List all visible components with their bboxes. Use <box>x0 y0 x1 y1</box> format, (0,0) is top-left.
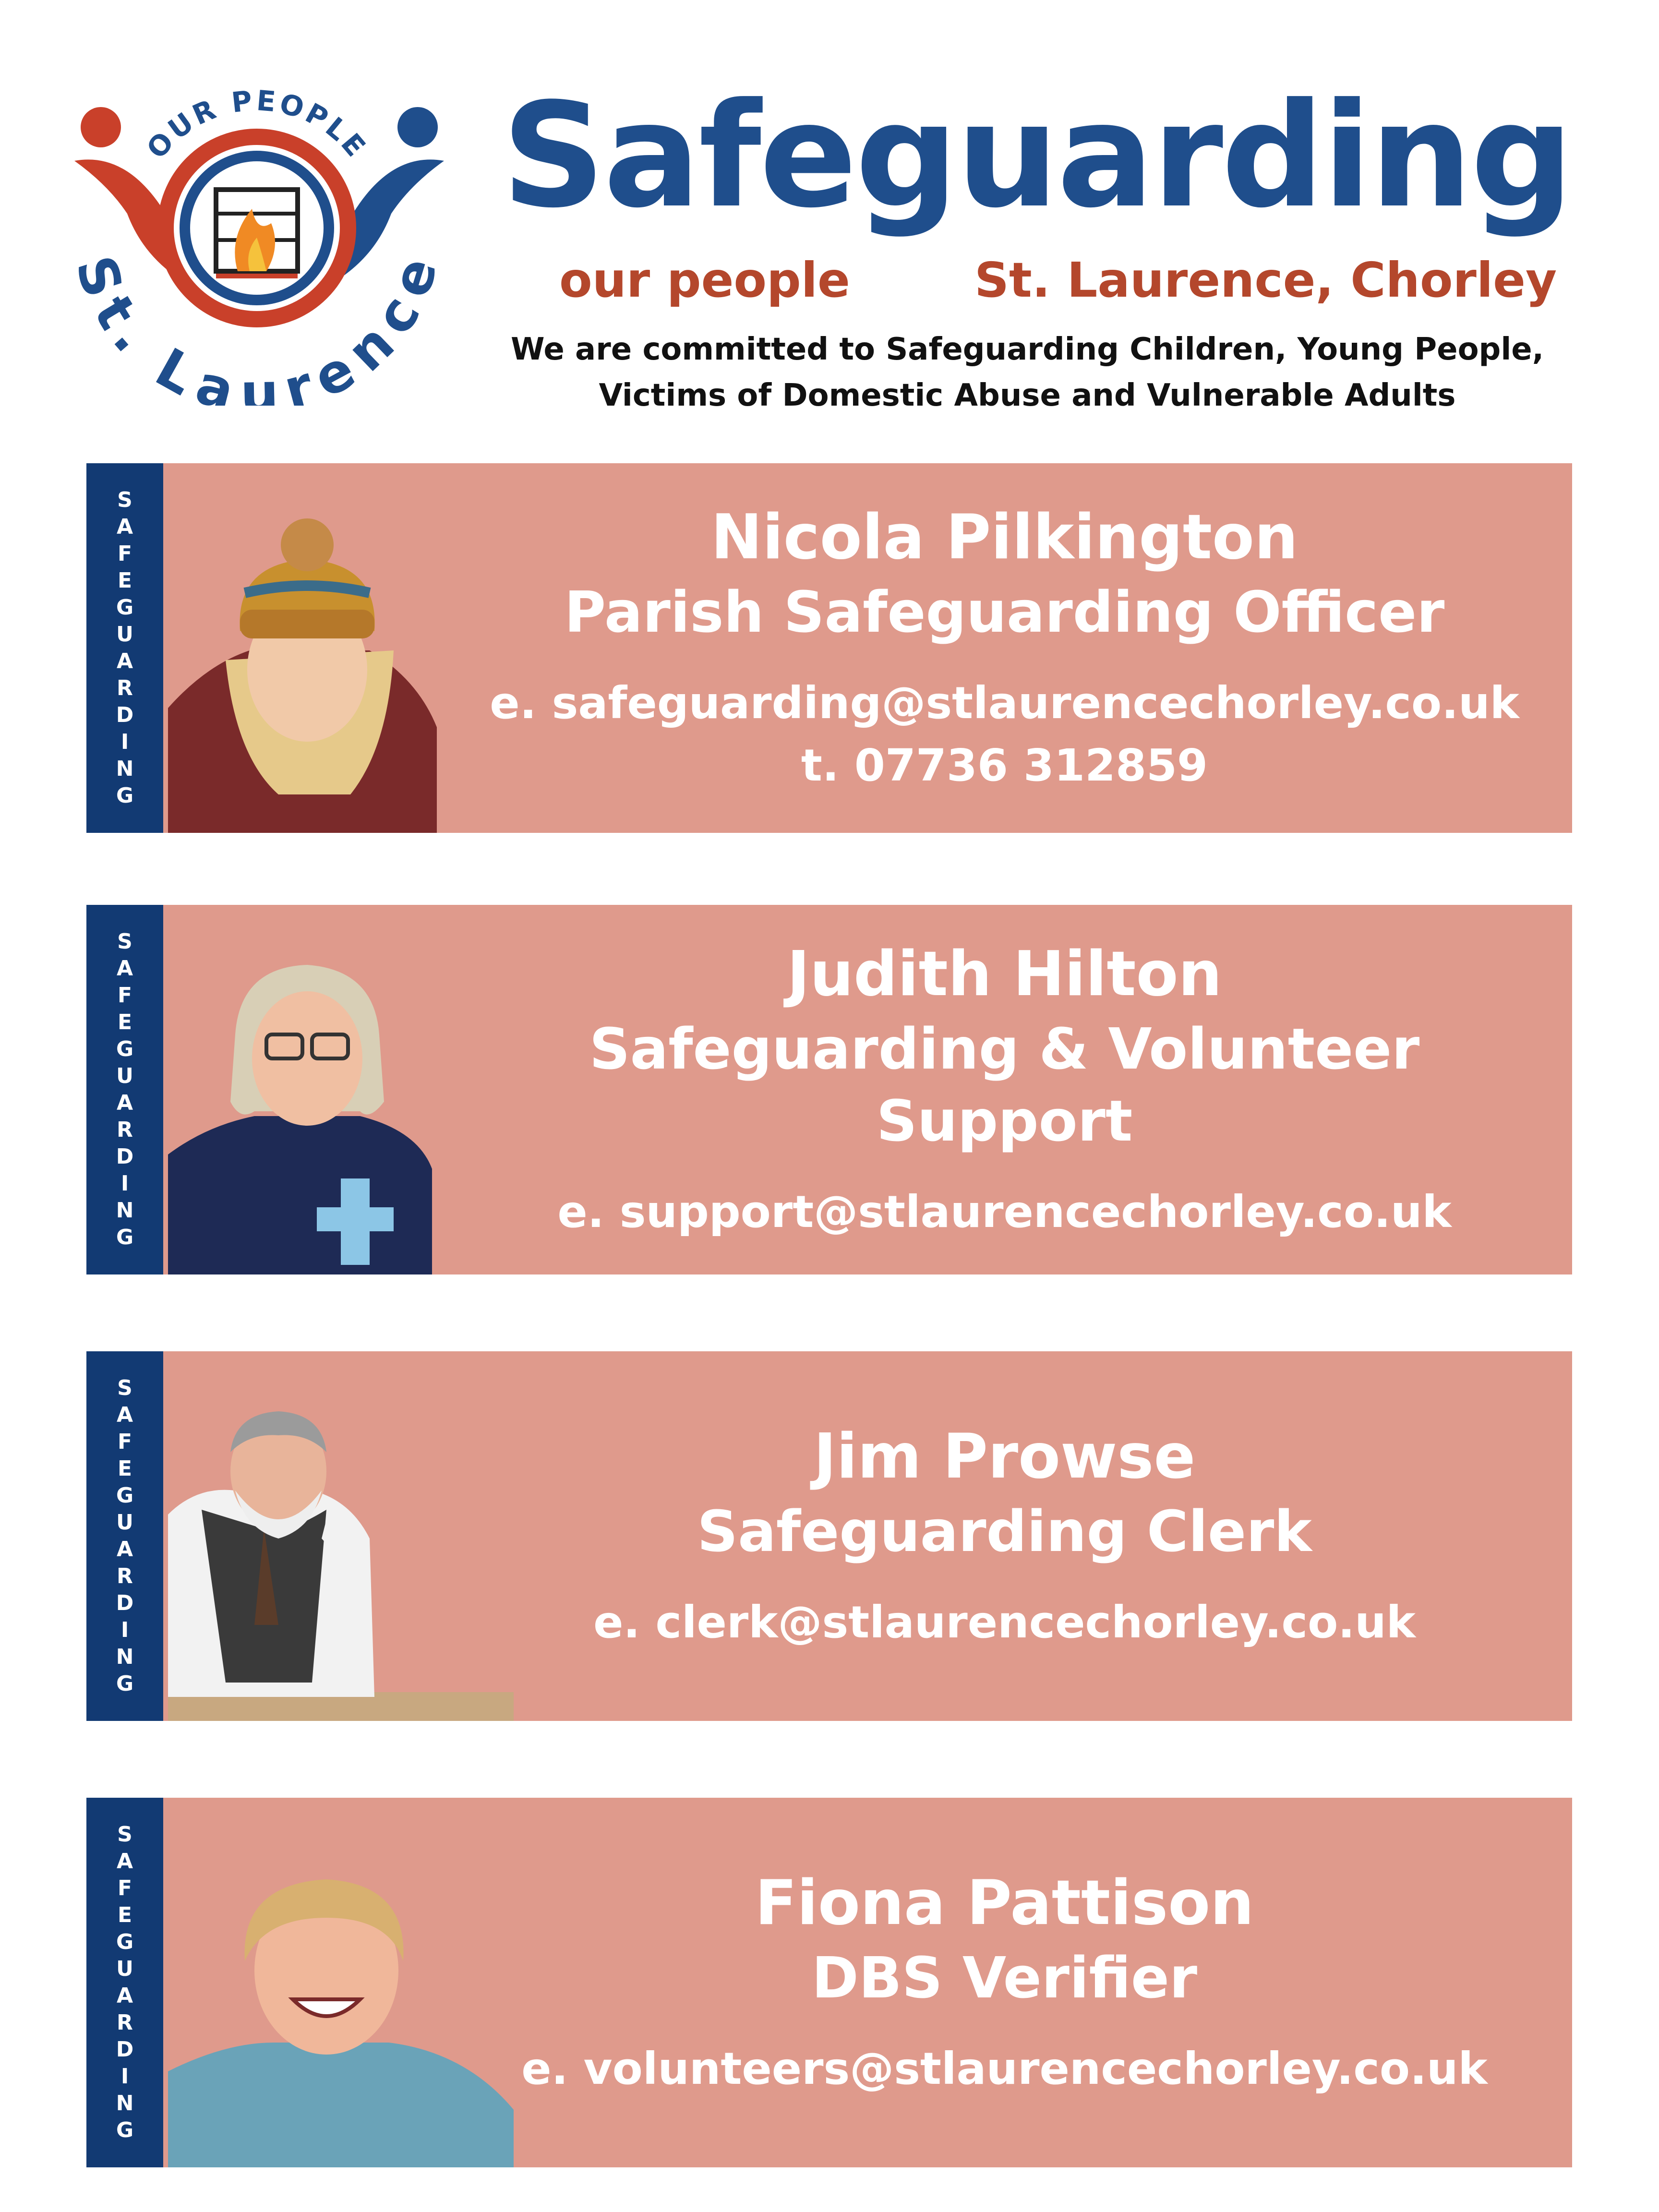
strip-letter: I <box>120 2064 129 2089</box>
subtitle-parish: St. Laurence, Chorley <box>974 252 1557 308</box>
strip-letter: D <box>116 1591 134 1615</box>
contact-email[interactable]: e. safeguarding@stlaurencechorley.co.uk <box>490 677 1519 729</box>
svg-text:St. Laurence: St. Laurence <box>63 249 451 406</box>
strip-letter: U <box>116 1957 133 1981</box>
strip-letter: U <box>116 1064 133 1088</box>
strip-letter: G <box>116 1930 134 1954</box>
contact-role: DBS Verifier <box>811 1945 1198 2011</box>
strip-letter: R <box>117 1564 133 1588</box>
strip-letter: N <box>116 757 134 781</box>
strip-letter: A <box>116 1091 133 1115</box>
contact-card-judith <box>91 905 1572 1274</box>
strip-letter: F <box>117 1430 132 1454</box>
strip-letter: S <box>117 488 132 512</box>
strip-letter: G <box>116 595 134 620</box>
svg-text:OUR PEOPLE: OUR PEOPLE <box>140 84 374 165</box>
strip-letter: G <box>116 1037 134 1061</box>
contact-info <box>456 1351 1553 1721</box>
parish-logo <box>55 70 463 406</box>
strip-letter: N <box>116 1198 134 1223</box>
contact-info <box>456 463 1553 833</box>
strip-letter: F <box>117 541 132 566</box>
strip-letter: S <box>117 1376 132 1400</box>
strip-letter: E <box>117 1903 132 1927</box>
strip-letter: S <box>117 1822 132 1847</box>
contact-name: Jim Prowse <box>813 1421 1196 1492</box>
contact-card-nicola <box>91 463 1572 833</box>
page-title: Safeguarding <box>502 72 1572 240</box>
contact-name: Nicola Pilkington <box>710 502 1298 573</box>
strip-letter: A <box>116 1849 133 1874</box>
strip-letter: S <box>117 929 132 954</box>
contact-email[interactable]: e. support@stlaurencechorley.co.uk <box>557 1186 1452 1238</box>
strip-letter: I <box>120 1618 129 1642</box>
safeguarding-vertical-label <box>86 905 163 1274</box>
strip-letter: U <box>116 1510 133 1535</box>
strip-letter: D <box>116 703 134 727</box>
strip-letter: G <box>116 1225 134 1250</box>
contact-name: Judith Hilton <box>787 938 1222 1010</box>
contact-email[interactable]: e. clerk@stlaurencechorley.co.uk <box>593 1597 1416 1648</box>
contact-info <box>456 905 1553 1274</box>
strip-letter: R <box>117 676 133 700</box>
strip-letter: R <box>117 2010 133 2035</box>
strip-letter: G <box>116 1483 134 1508</box>
contact-role: Safeguarding Clerk <box>697 1498 1312 1564</box>
contact-card-fiona <box>91 1798 1572 2167</box>
photo-nicola-pilkington <box>168 506 437 833</box>
strip-letter: G <box>116 2118 134 2142</box>
strip-letter: E <box>117 1010 132 1034</box>
contact-role: Parish Safeguarding Officer <box>564 579 1445 645</box>
strip-letter: A <box>116 956 133 981</box>
strip-letter: E <box>117 1456 132 1481</box>
contact-email[interactable]: e. volunteers@stlaurencechorley.co.uk <box>521 2043 1488 2094</box>
photo-judith-hilton <box>168 948 437 1274</box>
strip-letter: N <box>116 2091 134 2116</box>
contact-phone[interactable]: t. 07736 312859 <box>801 740 1208 791</box>
strip-letter: A <box>116 649 133 673</box>
safeguarding-vertical-label <box>86 463 163 833</box>
subtitle-our-people: our people <box>559 252 850 308</box>
contact-card-jim <box>91 1351 1572 1721</box>
contact-role: Safeguarding & Volunteer Support <box>589 1016 1420 1154</box>
safeguarding-vertical-label <box>86 1798 163 2167</box>
commitment-line-2: Victims of Domestic Abuse and Vulnerable Adults <box>599 378 1456 413</box>
strip-letter: A <box>116 1403 133 1427</box>
contact-name: Fiona Pattison <box>755 1867 1254 1939</box>
commitment-line-1: We are committed to Safeguarding Children, Young People, <box>511 332 1544 367</box>
strip-letter: D <box>116 2037 134 2062</box>
strip-letter: N <box>116 1645 134 1669</box>
commitment-statement <box>499 326 1555 419</box>
strip-letter: A <box>116 1537 133 1562</box>
strip-letter: F <box>117 1876 132 1900</box>
safeguarding-vertical-label <box>86 1351 163 1721</box>
parish-logo-emblem <box>55 70 463 406</box>
strip-letter: A <box>116 515 133 539</box>
strip-letter: G <box>116 1671 134 1696</box>
strip-letter: F <box>117 983 132 1008</box>
strip-letter: I <box>120 730 129 754</box>
strip-letter: E <box>117 568 132 593</box>
strip-letter: U <box>116 622 133 647</box>
strip-letter: G <box>116 783 134 808</box>
strip-letter: I <box>120 1171 129 1196</box>
strip-letter: R <box>117 1118 133 1142</box>
contact-info <box>456 1798 1553 2167</box>
strip-letter: D <box>116 1144 134 1169</box>
strip-letter: A <box>116 1984 133 2008</box>
